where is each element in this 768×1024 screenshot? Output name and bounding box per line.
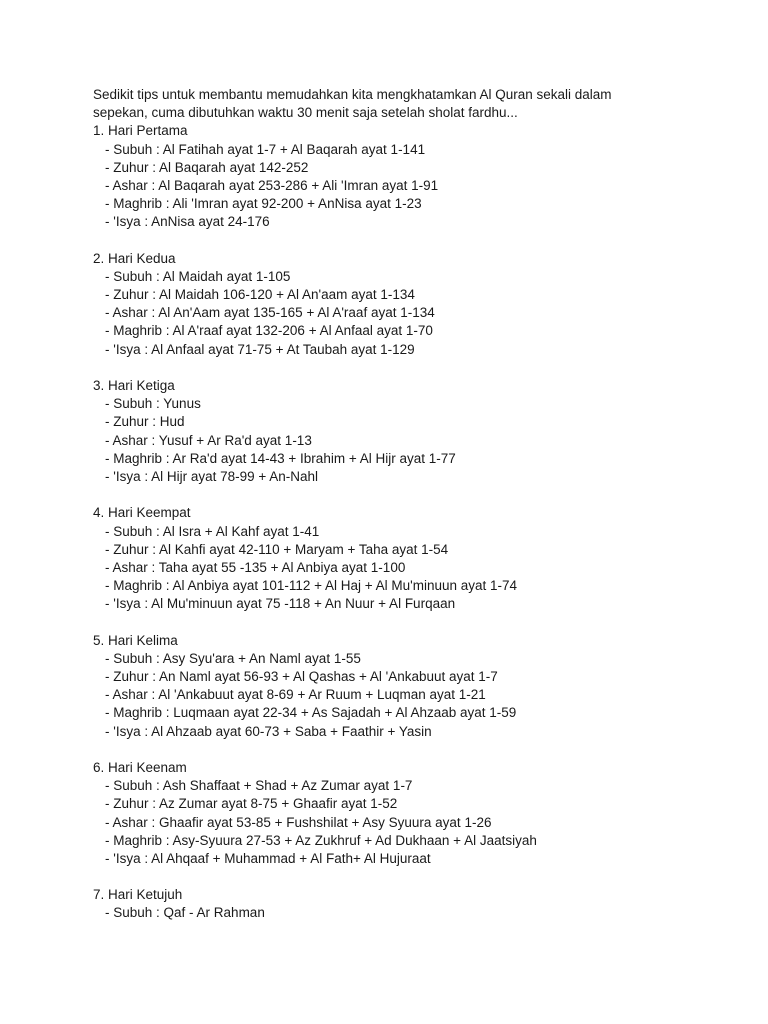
schedule-item: - Zuhur : Az Zumar ayat 8-75 + Ghaafir ayat 1-52 — [105, 796, 398, 812]
schedule-item: - 'Isya : Al Ahzaab ayat 60-73 + Saba + Faathir + Yasin — [105, 723, 432, 739]
section-gap — [93, 359, 713, 377]
section-gap — [93, 868, 713, 886]
schedule-item: - 'Isya : Al Ahqaaf + Muhammad + Al Fath+ Al Hujuraat — [105, 850, 431, 866]
day-title: 5. Hari Kelima — [93, 632, 178, 648]
day-section-7 — [93, 886, 713, 922]
intro-line: sepekan, cuma dibutuhkan waktu 30 menit saja setelah sholat fardhu... — [93, 105, 518, 121]
day-title: 3. Hari Ketiga — [93, 378, 175, 393]
day-section-1 — [93, 122, 713, 231]
schedule-item: - Ashar : Yusuf + Ar Ra'd ayat 1-13 — [105, 432, 312, 448]
intro-line: Sedikit tips untuk membantu memudahkan kita mengkhatamkan Al Quran sekali dalam — [93, 87, 612, 102]
day-section-2 — [93, 250, 713, 359]
schedule-item: - Ashar : Al 'Ankabuut ayat 8-69 + Ar Ruum + Luqman ayat 1-21 — [105, 687, 486, 703]
schedule-item: - Ashar : Ghaafir ayat 53-85 + Fushshilat + Asy Syuura ayat 1-26 — [105, 814, 492, 830]
schedule-item: - Zuhur : Al Baqarah ayat 142-252 — [105, 159, 309, 175]
day-section-6 — [93, 759, 713, 868]
schedule-item: - 'Isya : Al Anfaal ayat 71-75 + At Taubah ayat 1-129 — [105, 341, 415, 357]
day-title: 4. Hari Keempat — [93, 505, 191, 521]
schedule-item: - Maghrib : Al A'raaf ayat 132-206 + Al Anfaal ayat 1-70 — [105, 323, 433, 339]
schedule-item: - Subuh : Asy Syu'ara + An Naml ayat 1-55 — [105, 650, 361, 666]
schedule-item: - Zuhur : An Naml ayat 56-93 + Al Qashas + Al 'Ankabuut ayat 1-7 — [105, 669, 498, 684]
section-gap — [93, 741, 713, 759]
schedule-item: - Zuhur : Hud — [105, 414, 185, 430]
schedule-item: - Ashar : Taha ayat 55 -135 + Al Anbiya ayat 1-100 — [105, 559, 406, 575]
schedule-item: - Subuh : Yunus — [105, 396, 201, 412]
schedule-item: - 'Isya : Al Mu'minuun ayat 75 -118 + An Nuur + Al Furqaan — [105, 596, 456, 612]
day-title: 2. Hari Kedua — [93, 250, 176, 266]
schedule-item: - Ashar : Al An'Aam ayat 135-165 + Al A'raaf ayat 1-134 — [105, 305, 435, 321]
day-title: 7. Hari Ketujuh — [93, 887, 183, 903]
schedule-item: - Subuh : Al Maidah ayat 1-105 — [105, 268, 291, 284]
day-title: 6. Hari Keenam — [93, 759, 187, 775]
document-body — [93, 86, 713, 923]
schedule-item: - 'Isya : Al Hijr ayat 78-99 + An-Nahl — [105, 468, 319, 484]
schedule-item: - Ashar : Al Baqarah ayat 253-286 + Ali 'Imran ayat 1-91 — [105, 177, 439, 193]
day-section-3 — [93, 377, 713, 486]
schedule-item: - Subuh : Al Isra + Al Kahf ayat 1-41 — [105, 523, 320, 539]
schedule-item: - Subuh : Al Fatihah ayat 1-7 + Al Baqarah ayat 1-141 — [105, 141, 426, 157]
intro — [93, 86, 713, 122]
schedule-item: - Maghrib : Ali 'Imran ayat 92-200 + AnNisa ayat 1-23 — [105, 196, 422, 212]
schedule-item: - Maghrib : Asy-Syuura 27-53 + Az Zukhruf + Ad Dukhaan + Al Jaatsiyah — [105, 832, 537, 848]
section-gap — [93, 486, 713, 504]
day-section-4 — [93, 504, 713, 613]
schedule-item: - Maghrib : Al Anbiya ayat 101-112 + Al Haj + Al Mu'minuun ayat 1-74 — [105, 578, 518, 594]
schedule-item: - Maghrib : Luqmaan ayat 22-34 + As Sajadah + Al Ahzaab ayat 1-59 — [105, 705, 517, 721]
section-gap — [93, 613, 713, 631]
schedule-item: - Subuh : Ash Shaffaat + Shad + Az Zumar ayat 1-7 — [105, 778, 413, 794]
day-section-5 — [93, 632, 713, 741]
schedule-item: - 'Isya : AnNisa ayat 24-176 — [105, 214, 270, 230]
day-title: 1. Hari Pertama — [93, 123, 188, 139]
schedule-item: - Subuh : Qaf - Ar Rahman — [105, 905, 265, 921]
schedule-item: - Zuhur : Al Maidah 106-120 + Al An'aam ayat 1-134 — [105, 287, 415, 303]
schedule-item: - Zuhur : Al Kahfi ayat 42-110 + Maryam + Taha ayat 1-54 — [105, 541, 449, 557]
section-gap — [93, 232, 713, 250]
schedule-item: - Maghrib : Ar Ra'd ayat 14-43 + Ibrahim + Al Hijr ayat 1-77 — [105, 450, 456, 466]
